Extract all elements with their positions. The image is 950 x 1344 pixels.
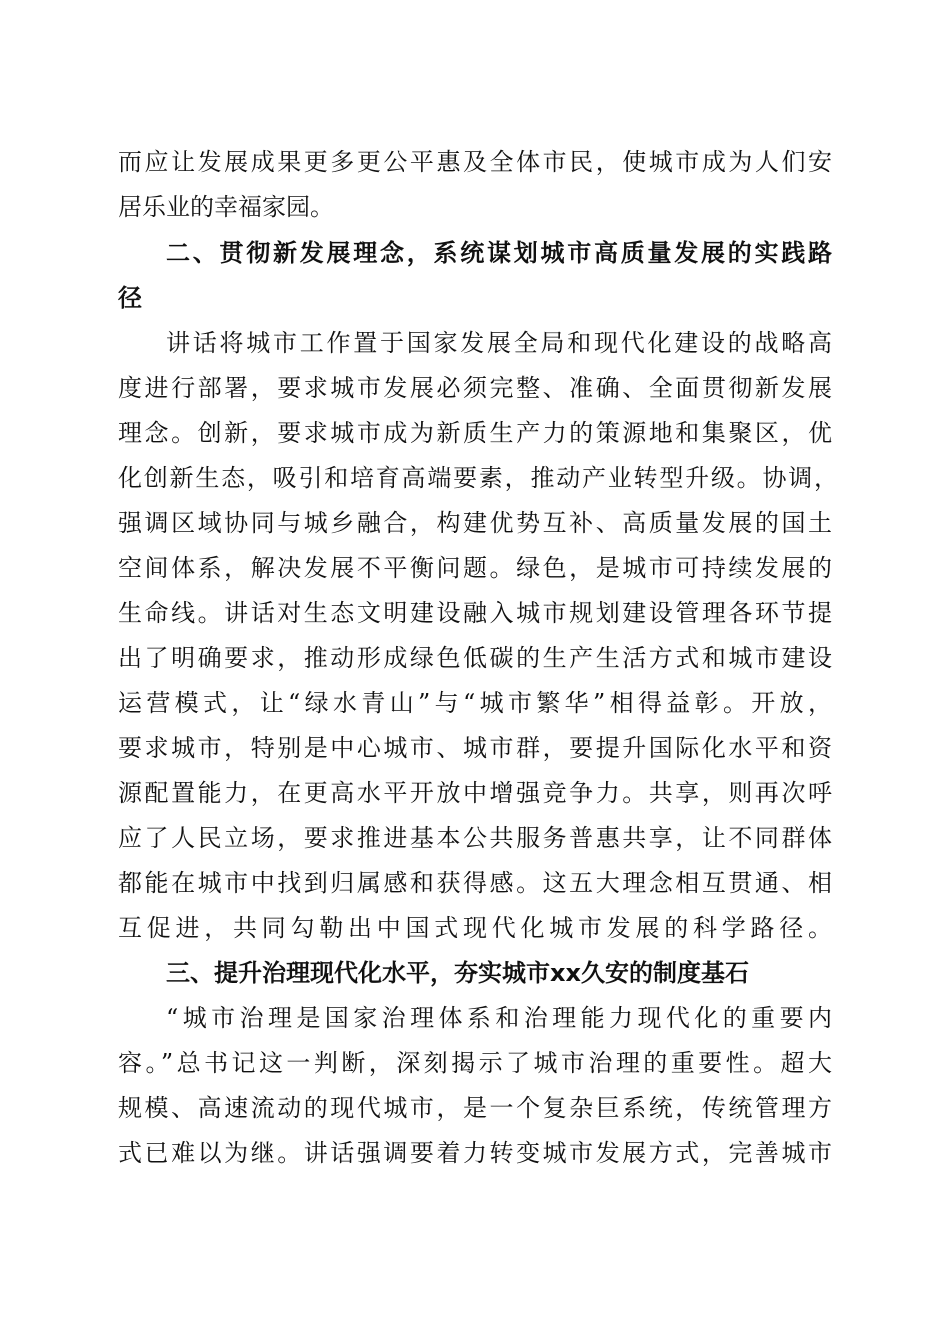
paragraph-line: 互促进，共同勾勒出中国式现代化城市发展的科学路径。: [118, 914, 832, 942]
paragraph-line: 生命线。讲话对生态文明建设融入城市规划建设管理各环节提: [118, 599, 832, 627]
paragraph-line: 度进行部署，要求城市发展必须完整、准确、全面贯彻新发展: [118, 374, 832, 402]
paragraph-line: 都能在城市中找到归属感和获得感。这五大理念相互贯通、相: [118, 869, 832, 897]
paragraph-line: 化创新生态，吸引和培育高端要素，推动产业转型升级。协调，: [118, 464, 838, 492]
section-heading-3: 三、提升治理现代化水平，夯实城市xx久安的制度基石: [166, 959, 749, 987]
paragraph-line: “城市治理是国家治理体系和治理能力现代化的重要内: [166, 1004, 832, 1032]
paragraph-line: 式已难以为继。讲话强调要着力转变城市发展方式，完善城市: [118, 1139, 832, 1167]
paragraph-line: 空间体系，解决发展不平衡问题。绿色，是城市可持续发展的: [118, 554, 832, 582]
section-heading-2: 二、贯彻新发展理念，系统谋划城市高质量发展的实践路: [166, 239, 832, 267]
paragraph-line: 应了人民立场，要求推进基本公共服务普惠共享，让不同群体: [118, 824, 832, 852]
paragraph-line: 出了明确要求，推动形成绿色低碳的生产生活方式和城市建设: [118, 644, 832, 672]
paragraph-line: 运营模式，让“绿水青山”与“城市繁华”相得益彰。开放，: [118, 689, 832, 717]
text-line: 居乐业的幸福家园。: [118, 193, 334, 221]
paragraph-line: 理念。创新，要求城市成为新质生产力的策源地和集聚区，优: [118, 419, 832, 447]
text-line: 而应让发展成果更多更公平惠及全体市民，使城市成为人们安: [118, 148, 832, 176]
paragraph-line: 容。”总书记这一判断，深刻揭示了城市治理的重要性。超大: [118, 1049, 832, 1077]
paragraph-line: 源配置能力，在更高水平开放中增强竞争力。共享，则再次呼: [118, 779, 832, 807]
paragraph-line: 讲话将城市工作置于国家发展全局和现代化建设的战略高: [166, 329, 832, 357]
paragraph-line: 强调区域协同与城乡融合，构建优势互补、高质量发展的国土: [118, 509, 832, 537]
paragraph-line: 要求城市，特别是中心城市、城市群，要提升国际化水平和资: [118, 734, 832, 762]
section-heading-2-cont: 径: [118, 284, 142, 312]
paragraph-line: 规模、高速流动的现代城市，是一个复杂巨系统，传统管理方: [118, 1094, 832, 1122]
